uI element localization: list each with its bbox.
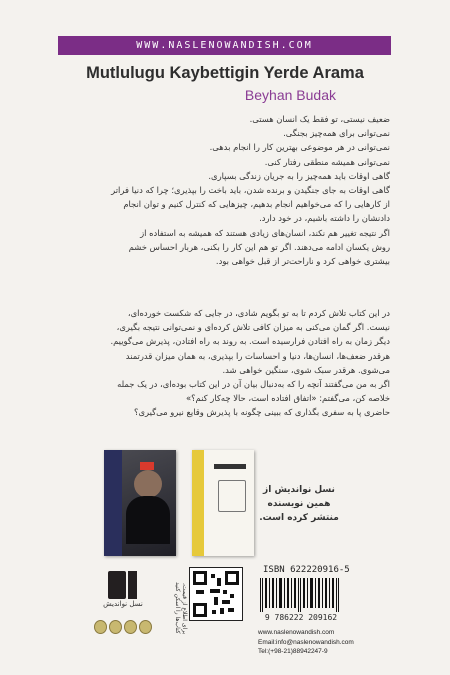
qr-code[interactable]	[189, 567, 243, 621]
blurb-line: نیست. اگر گمان می‌کنی به میزان کافی تلاش کرده‌ای و نمی‌توانی نتیجه بگیری،	[116, 322, 390, 333]
blurb-line: ضعیف نیستی، تو فقط یک انسان هستی.	[249, 114, 390, 124]
blurb-line: گاهی اوقات باید همه‌چیز را به جریان زندگی بسپاری.	[208, 170, 390, 181]
badge-icon	[94, 620, 107, 634]
website-banner[interactable]: WWW.NASLENOWANDISH.COM	[58, 36, 391, 55]
badge-icon	[124, 620, 137, 634]
contact-info	[258, 628, 378, 657]
badge-icon	[139, 620, 152, 634]
blurb-line: در این کتاب تلاش کردم تا به تو بگویم شادی، در جایی که شکست خورده‌ای،	[127, 308, 390, 318]
blurb-line: دیگر زمان به راه افتادن فرارسیده است. به روند به راه افتادن، پذیرش می‌گوییم.	[110, 336, 390, 347]
other-books-note	[254, 450, 344, 556]
isbn-label: ISBN 622220916-5	[263, 565, 350, 575]
blurb-paragraph-2	[60, 306, 390, 420]
blurb-line: از کارهایی را که می‌خواهیم انجام بدهیم، چیزهایی که کنترل کنیم و توان انجام	[123, 199, 390, 210]
price-scan-note: برای اطلاع از قیمت، کتاب‌ها را اسکن کنید	[174, 582, 188, 634]
badge-icon	[109, 620, 122, 634]
blurb-line: نمی‌توانی در هر موضوعی بهترین کار را انجام بدهی.	[209, 142, 390, 153]
blurb-line: نمی‌توانی همیشه منطقی رفتار کنی.	[264, 156, 390, 167]
other-books-note-line-1: نسل نواندیش از همین نویسنده	[263, 485, 335, 509]
book-title: Mutlulugu Kaybettigin Yerde Arama	[86, 64, 364, 82]
other-books-note-line-2: منتشر کرده است.	[259, 513, 339, 523]
blurb-line: اگر نتیجه تغییر هم نکند، انسان‌های زیادی هستند که همیشه به استفاده از	[140, 227, 390, 238]
blurb-line: حاضری پا به سفری بگذاری که ببینی چگونه با پذیرش وقایع نیرو می‌گیری؟	[134, 407, 390, 418]
blurb-line: می‌شوی. هرقدر سبک شوی، سنگین خواهی شد.	[222, 364, 390, 375]
barcode	[258, 578, 344, 612]
blurb-line: گاهی اوقات به جای جنگیدن و برنده شدن، باید باخت را بپذیری؛ چرا که دنیا فراتر	[111, 185, 390, 196]
other-book-cover-1	[104, 450, 176, 556]
blurb-line: هرقدر ضعف‌ها، انسان‌ها، دنیا و احساسات را بپذیری، به همان میزان قدرتمند	[125, 350, 390, 361]
contact-website[interactable]: www.naslenowandish.com	[258, 629, 335, 636]
author-name: Beyhan Budak	[244, 87, 336, 103]
publisher-logo-text: نسل نواندیش	[103, 600, 143, 608]
blurb-line: بیشتری خواهی کرد و ناراحت‌تر از قبل خواهی بود.	[215, 256, 390, 267]
other-book-cover-2	[192, 450, 254, 556]
contact-phone: Tel:(+98-21)88942247-9	[258, 648, 328, 655]
blurb-line: نمی‌توانی برای همه‌چیز بجنگی.	[283, 128, 390, 139]
blurb-line: خلاصه کن، می‌گفتم: «اتفاق افتاده است، حالا چه‌کار کنم؟»	[185, 393, 390, 404]
blurb-line: روش یکسان ادامه می‌دهند. اگر تو هم این کار را بکنی، هربار احساس خشم	[128, 241, 390, 252]
blurb-line: اگر به من می‌گفتند آنچه را که به‌دنبال بیان آن در این کتاب بوده‌ای، در یک جمله	[117, 379, 390, 390]
award-badges	[94, 620, 152, 636]
blurb-line: دادنشان را داشته باشیم، در خود دارد.	[259, 213, 390, 224]
contact-email[interactable]: Email:info@naslenowandish.com	[258, 638, 354, 646]
blurb-paragraph-1	[60, 112, 390, 268]
barcode-number: 9 786222 209162	[264, 613, 338, 622]
